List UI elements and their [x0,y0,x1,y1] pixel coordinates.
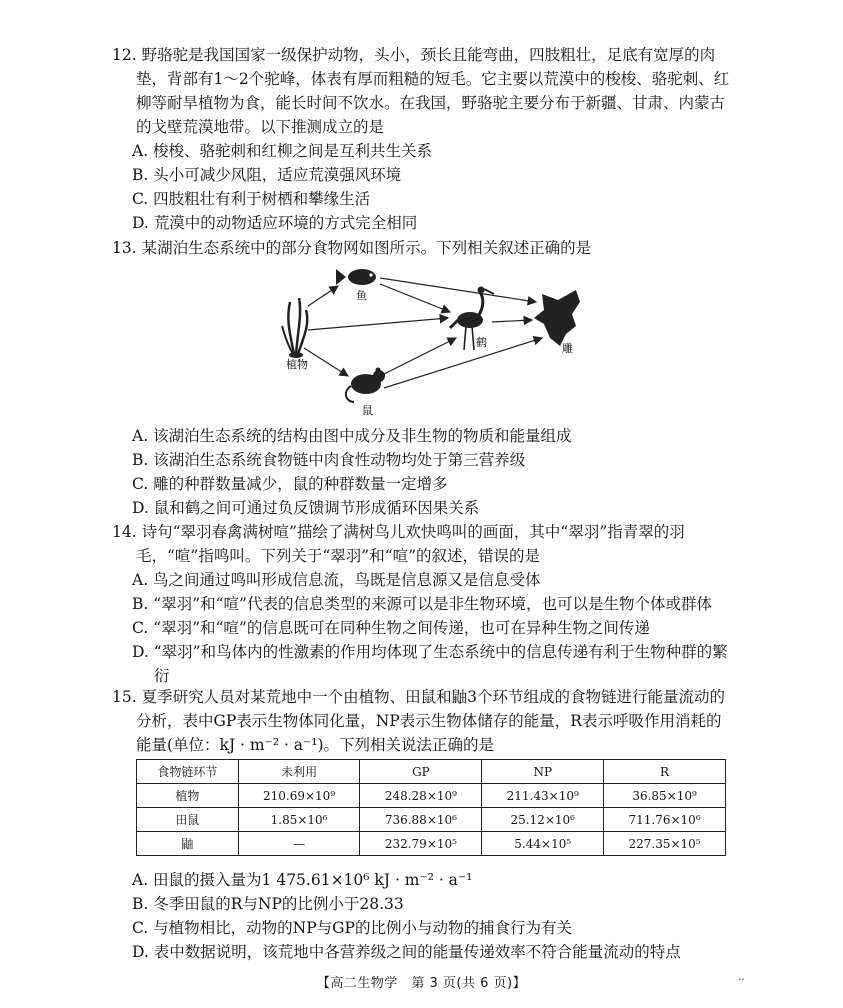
question-13-option-d: D. 鼠和鹤之间可通过负反馈调节形成循环因果关系 [132,499,480,517]
table-cell: 5.44×10⁵ [482,832,604,856]
table-cell: 227.35×10⁵ [604,832,726,856]
table-cell: 736.88×10⁶ [360,808,482,832]
table-row [137,832,726,856]
eagle-label: 雕 [562,342,573,355]
table-cell: 25.12×10⁶ [482,808,604,832]
arrow-fish-to-eagle [380,278,536,302]
question-14 [112,520,732,688]
plant-label: 植物 [286,358,308,371]
table-cell: 210.69×10⁹ [238,784,360,808]
table-row [137,784,726,808]
question-13-option-b: B. 该湖泊生态系统食物链中肉食性动物均处于第三营养级 [132,451,526,469]
question-14-option-b: B. “翠羽”和“喧”代表的信息类型的来源可以是非生物环境，也可以是生物个体或群体 [132,595,712,613]
arrow-plant-to-rat [304,348,348,376]
crane-icon [450,287,494,351]
table-header-cell: 食物链环节 [137,760,239,784]
arrow-fish-to-crane [380,284,450,312]
arrow-plant-to-crane [308,318,448,330]
question-13-option-a: A. 该湖泊生态系统的结构由图中成分及非生物的物质和能量组成 [132,427,572,445]
question-15 [112,685,732,757]
question-13-options [112,424,732,520]
food-web-figure [280,268,590,418]
table-cell: 232.79×10⁵ [360,832,482,856]
table-cell: 植物 [137,784,239,808]
question-13-stem: 13. 某湖泊生态系统中的部分食物网如图所示。下列相关叙述正确的是 [112,239,592,257]
table-row [137,808,726,832]
table-cell: 711.76×10⁶ [604,808,726,832]
table-cell: 36.85×10⁹ [604,784,726,808]
page-footer: 【高二生物学 第 3 页(共 6 页)】 [316,976,527,991]
question-14-option-d: D. “翠羽”和鸟体内的性激素的作用均体现了生态系统中的信息传递有利于生物种群的繁衍 [132,643,728,685]
table-cell: 田鼠 [137,808,239,832]
fish-label: 鱼 [356,289,367,302]
corner-mark: ‥ [738,972,745,983]
question-14-option-c: C. “翠羽”和“喧”的信息既可在同种生物之间传递，也可在异种生物之间传递 [132,619,650,637]
question-15-options [112,868,732,964]
question-15-option-b: B. 冬季田鼠的R与NP的比例小于28.33 [132,895,404,913]
arrow-plant-to-fish [308,286,338,306]
question-15-option-c: C. 与植物相比，动物的NP与GP的比例小与动物的捕食行为有关 [132,919,572,937]
question-12-option-c: C. 四肢粗壮有利于树栖和攀缘生活 [132,190,371,208]
table-cell: 248.28×10⁹ [360,784,482,808]
table-cell: 1.85×10⁶ [238,808,360,832]
table-header-cell: NP [482,760,604,784]
table-cell: — [238,832,360,856]
question-15-stem: 15. 夏季研究人员对某荒地中一个由植物、田鼠和鼬3个环节组成的食物链进行能量流动的分析，表中GP表示生物体同化量，NP表示生物体储存的能量，R表示呼吸作用消耗的能量(单位：kJ · m⁻² · a⁻¹)。下列相关说法正确的是 [112,688,725,754]
question-12-option-b: B. 头小可减少风阻，适应荒漠强风环境 [132,166,402,184]
question-12 [112,43,732,235]
eagle-icon [534,290,580,346]
question-12-option-a: A. 梭梭、骆驼刺和红柳之间是互利共生关系 [132,142,433,160]
question-15-option-a: A. 田鼠的摄入量为1 475.61×10⁶ kJ · m⁻² · a⁻¹ [132,871,473,889]
question-14-stem: 14. 诗句“翠羽春禽满树喧”描绘了满树鸟儿欢快鸣叫的画面，其中“翠羽”指青翠的羽毛，“喧”指鸣叫。下列关于“翠羽”和“喧”的叙述，错误的是 [112,523,685,565]
question-13-option-c: C. 雕的种群数量减少，鼠的种群数量一定增多 [132,475,448,493]
question-12-option-d: D. 荒漠中的动物适应环境的方式完全相同 [132,214,418,232]
table-cell: 211.43×10⁹ [482,784,604,808]
question-13-header [112,236,732,260]
rat-label: 鼠 [362,404,373,417]
table-header-cell: GP [360,760,482,784]
rat-icon [346,368,385,403]
energy-table [136,759,726,856]
plant-icon [282,298,307,358]
arrow-crane-to-eagle [492,320,532,322]
arrow-rat-to-eagle [384,338,542,388]
table-header-cell: R [604,760,726,784]
crane-label: 鹤 [476,336,487,349]
table-header-cell: 未利用 [238,760,360,784]
question-14-option-a: A. 鸟之间通过鸣叫形成信息流，鸟既是信息源又是信息受体 [132,571,541,589]
question-15-option-d: D. 表中数据说明，该荒地中各营养级之间的能量传递效率不符合能量流动的特点 [132,943,681,961]
table-header-row [137,760,726,784]
table-cell: 鼬 [137,832,239,856]
question-12-stem: 12. 野骆驼是我国国家一级保护动物，头小，颈长且能弯曲，四肢粗壮，足底有宽厚的肉垫，背部有1～2个驼峰，体表有厚而粗糙的短毛。它主要以荒漠中的梭梭、骆驼刺、红柳等耐旱植物为食，能长时间不饮水。在我国，野骆驼主要分布于新疆、甘肃、内蒙古的戈壁荒漠地带。以下推测成立的是 [112,46,730,136]
fish-icon [336,269,376,285]
